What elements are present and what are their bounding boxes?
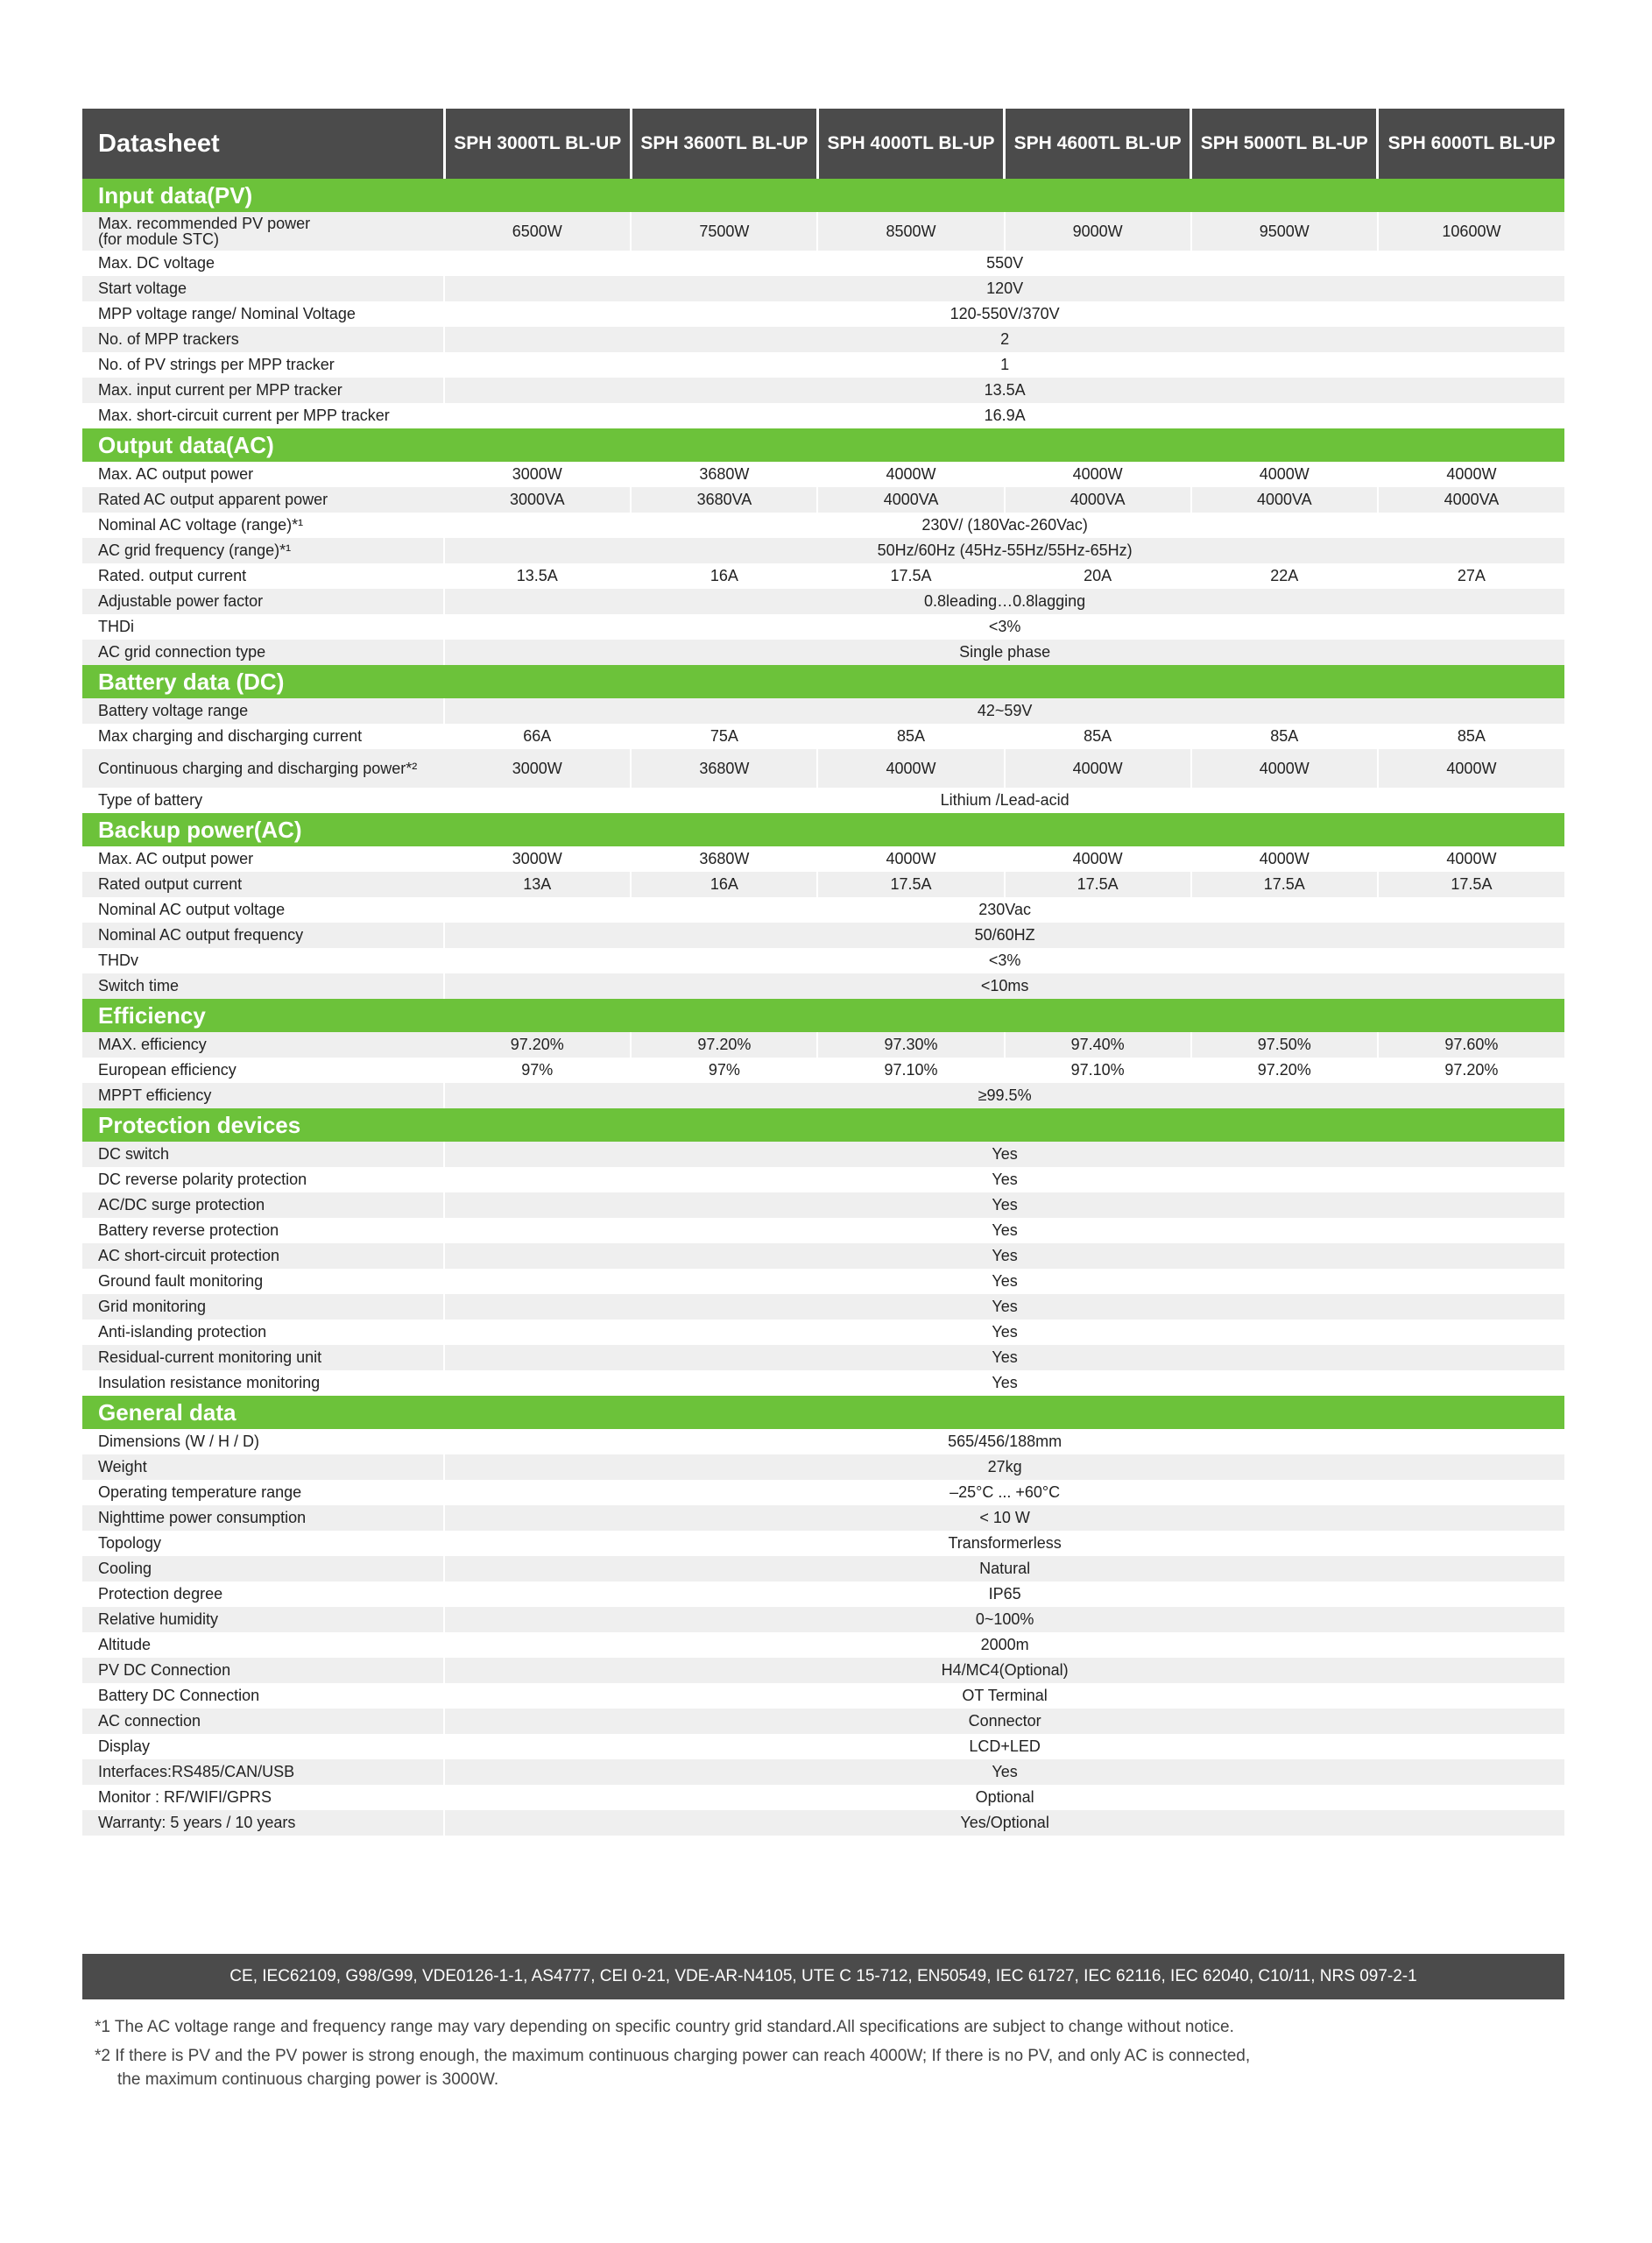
spec-value: 4000W <box>1191 749 1378 788</box>
spec-label: AC grid connection type <box>82 640 444 665</box>
spec-value-all-models: Yes <box>444 1192 1564 1218</box>
spec-value: 4000W <box>1378 749 1564 788</box>
footnotes <box>95 2015 1549 2097</box>
spec-value: 20A <box>1005 563 1191 589</box>
spec-value: 4000VA <box>817 487 1004 513</box>
spec-label: Nominal AC voltage (range)*¹ <box>82 513 444 538</box>
spec-value: 85A <box>1005 724 1191 749</box>
spec-value: 17.5A <box>1005 872 1191 897</box>
spec-label: Type of battery <box>82 788 444 813</box>
spec-value: 3000W <box>444 462 631 487</box>
spec-label: Max. recommended PV power (for module STC) <box>82 212 444 251</box>
spec-label: DC reverse polarity protection <box>82 1167 444 1192</box>
spec-label: Altitude <box>82 1632 444 1658</box>
section-title: Battery data (DC) <box>82 665 1564 698</box>
spec-value-all-models: Yes <box>444 1294 1564 1320</box>
spec-value: 17.5A <box>1378 872 1564 897</box>
spec-value: 4000W <box>817 846 1004 872</box>
section-title: Backup power(AC) <box>82 813 1564 846</box>
spec-value: 66A <box>444 724 631 749</box>
spec-row <box>82 1269 1564 1294</box>
spec-row <box>82 724 1564 749</box>
spec-row <box>82 378 1564 403</box>
spec-label: Grid monitoring <box>82 1294 444 1320</box>
spec-row <box>82 614 1564 640</box>
spec-value: 97.10% <box>817 1058 1004 1083</box>
spec-value-all-models: Yes <box>444 1218 1564 1243</box>
spec-label: Switch time <box>82 973 444 999</box>
spec-value: 97.20% <box>444 1032 631 1058</box>
model-header: SPH 3000TL BL-UP <box>444 109 631 179</box>
spec-value: 4000W <box>1378 462 1564 487</box>
spec-value-all-models: 120V <box>444 276 1564 301</box>
spec-value-all-models: <10ms <box>444 973 1564 999</box>
spec-label: Start voltage <box>82 276 444 301</box>
spec-row <box>82 589 1564 614</box>
spec-value: 85A <box>817 724 1004 749</box>
spec-value: 3000W <box>444 846 631 872</box>
spec-value-all-models: 2 <box>444 327 1564 352</box>
spec-value: 7500W <box>631 212 817 251</box>
spec-value-all-models: 50/60HZ <box>444 923 1564 948</box>
spec-value: 3680W <box>631 749 817 788</box>
spec-label: Warranty: 5 years / 10 years <box>82 1810 444 1836</box>
spec-value: 9500W <box>1191 212 1378 251</box>
spec-row <box>82 1192 1564 1218</box>
spec-value-all-models: 0.8leading…0.8lagging <box>444 589 1564 614</box>
spec-row <box>82 212 1564 251</box>
spec-value: 4000VA <box>1005 487 1191 513</box>
spec-row <box>82 1759 1564 1785</box>
spec-label: Battery reverse protection <box>82 1218 444 1243</box>
spec-value-all-models: <3% <box>444 948 1564 973</box>
spec-row <box>82 462 1564 487</box>
spec-value: 97.50% <box>1191 1032 1378 1058</box>
footnote-1: *1 The AC voltage range and frequency range may vary depending on specific country grid standard.All specifications are subject to change without notice. <box>95 2018 1234 2036</box>
spec-label: Rated. output current <box>82 563 444 589</box>
spec-value: 17.5A <box>1191 872 1378 897</box>
spec-label: Max. AC output power <box>82 462 444 487</box>
spec-label: Residual-current monitoring unit <box>82 1345 444 1370</box>
spec-row <box>82 1243 1564 1269</box>
spec-label: European efficiency <box>82 1058 444 1083</box>
section-header <box>82 665 1564 698</box>
section-title: General data <box>82 1396 1564 1429</box>
spec-row <box>82 1320 1564 1345</box>
spec-value: 4000W <box>817 462 1004 487</box>
spec-value: 97.60% <box>1378 1032 1564 1058</box>
datasheet-title: Datasheet <box>82 109 444 179</box>
spec-row <box>82 251 1564 276</box>
spec-value: 3000VA <box>444 487 631 513</box>
spec-label: Max. input current per MPP tracker <box>82 378 444 403</box>
spec-value-all-models: 1 <box>444 352 1564 378</box>
spec-label: PV DC Connection <box>82 1658 444 1683</box>
spec-row <box>82 1454 1564 1480</box>
spec-value: 4000VA <box>1191 487 1378 513</box>
spec-value-all-models: Yes <box>444 1370 1564 1396</box>
spec-row <box>82 1632 1564 1658</box>
spec-label: Ground fault monitoring <box>82 1269 444 1294</box>
spec-row <box>82 513 1564 538</box>
spec-value-all-models: H4/MC4(Optional) <box>444 1658 1564 1683</box>
spec-label: Battery DC Connection <box>82 1683 444 1709</box>
spec-value: 97% <box>444 1058 631 1083</box>
spec-value-all-models: 13.5A <box>444 378 1564 403</box>
spec-value: 3680W <box>631 462 817 487</box>
spec-label: Interfaces:RS485/CAN/USB <box>82 1759 444 1785</box>
footnote-2-line-1: *2 If there is PV and the PV power is strong enough, the maximum continuous charging power can reach 4000W; If there is no PV, and only AC is connected, <box>95 2047 1251 2065</box>
spec-value: 85A <box>1191 724 1378 749</box>
spec-row <box>82 872 1564 897</box>
spec-value-all-models: IP65 <box>444 1581 1564 1607</box>
spec-row <box>82 1294 1564 1320</box>
spec-value: 4000VA <box>1378 487 1564 513</box>
spec-row <box>82 973 1564 999</box>
spec-value-all-models: –25°C ... +60°C <box>444 1480 1564 1505</box>
spec-row <box>82 1345 1564 1370</box>
spec-row <box>82 1167 1564 1192</box>
footnote-2 <box>95 2044 1549 2091</box>
spec-value-all-models: Optional <box>444 1785 1564 1810</box>
spec-value: 97.20% <box>1378 1058 1564 1083</box>
spec-value-all-models: Yes/Optional <box>444 1810 1564 1836</box>
spec-label: THDv <box>82 948 444 973</box>
spec-value: 97.20% <box>1191 1058 1378 1083</box>
section-header <box>82 1108 1564 1142</box>
section-title: Input data(PV) <box>82 179 1564 212</box>
spec-value: 9000W <box>1005 212 1191 251</box>
spec-value-all-models: Connector <box>444 1709 1564 1734</box>
spec-value-all-models: Natural <box>444 1556 1564 1581</box>
spec-value: 97% <box>631 1058 817 1083</box>
spec-value: 3680VA <box>631 487 817 513</box>
spec-row <box>82 698 1564 724</box>
model-header: SPH 5000TL BL-UP <box>1191 109 1378 179</box>
spec-value: 4000W <box>1191 846 1378 872</box>
spec-row <box>82 1658 1564 1683</box>
spec-label: Topology <box>82 1531 444 1556</box>
spec-label: Dimensions (W / H / D) <box>82 1429 444 1454</box>
spec-label: Operating temperature range <box>82 1480 444 1505</box>
section-title: Protection devices <box>82 1108 1564 1142</box>
section-header <box>82 999 1564 1032</box>
spec-value-all-models: OT Terminal <box>444 1683 1564 1709</box>
spec-value-all-models: <3% <box>444 614 1564 640</box>
spec-value: 6500W <box>444 212 631 251</box>
spec-row <box>82 1607 1564 1632</box>
spec-value: 4000W <box>1005 749 1191 788</box>
spec-row <box>82 948 1564 973</box>
spec-label: Insulation resistance monitoring <box>82 1370 444 1396</box>
spec-row <box>82 276 1564 301</box>
spec-row <box>82 1058 1564 1083</box>
spec-label: Battery voltage range <box>82 698 444 724</box>
spec-row <box>82 1032 1564 1058</box>
header-row <box>82 109 1564 179</box>
spec-row <box>82 1370 1564 1396</box>
spec-value-all-models: Lithium /Lead-acid <box>444 788 1564 813</box>
spec-value-all-models: Yes <box>444 1759 1564 1785</box>
spec-value-all-models: Yes <box>444 1142 1564 1167</box>
spec-label: Nighttime power consumption <box>82 1505 444 1531</box>
spec-value-all-models: 27kg <box>444 1454 1564 1480</box>
spec-value: 13.5A <box>444 563 631 589</box>
spec-row <box>82 788 1564 813</box>
spec-value-all-models: 550V <box>444 251 1564 276</box>
spec-row <box>82 1083 1564 1108</box>
spec-value-all-models: 120-550V/370V <box>444 301 1564 327</box>
spec-label: Rated AC output apparent power <box>82 487 444 513</box>
spec-value: 3000W <box>444 749 631 788</box>
spec-label: Adjustable power factor <box>82 589 444 614</box>
section-header <box>82 1396 1564 1429</box>
spec-value-all-models: 230Vac <box>444 897 1564 923</box>
spec-label: DC switch <box>82 1142 444 1167</box>
spec-value-all-models: Yes <box>444 1345 1564 1370</box>
spec-value-all-models: 50Hz/60Hz (45Hz-55Hz/55Hz-65Hz) <box>444 538 1564 563</box>
spec-label: MPP voltage range/ Nominal Voltage <box>82 301 444 327</box>
spec-label: Monitor : RF/WIFI/GPRS <box>82 1785 444 1810</box>
spec-row <box>82 1218 1564 1243</box>
spec-value: 10600W <box>1378 212 1564 251</box>
spec-value: 97.20% <box>631 1032 817 1058</box>
spec-value: 75A <box>631 724 817 749</box>
spec-label: AC connection <box>82 1709 444 1734</box>
spec-row <box>82 487 1564 513</box>
model-header: SPH 4000TL BL-UP <box>817 109 1004 179</box>
spec-row <box>82 749 1564 788</box>
spec-value: 97.10% <box>1005 1058 1191 1083</box>
spec-value-all-models: Yes <box>444 1243 1564 1269</box>
spec-row <box>82 538 1564 563</box>
spec-label: MPPT efficiency <box>82 1083 444 1108</box>
section-header <box>82 428 1564 462</box>
spec-label: Max. short-circuit current per MPP tracker <box>82 403 444 428</box>
spec-row <box>82 1142 1564 1167</box>
spec-label: MAX. efficiency <box>82 1032 444 1058</box>
spec-value-all-models: Yes <box>444 1320 1564 1345</box>
spec-row <box>82 352 1564 378</box>
spec-value-all-models: ≥99.5% <box>444 1083 1564 1108</box>
spec-value: 13A <box>444 872 631 897</box>
spec-value: 97.40% <box>1005 1032 1191 1058</box>
spec-value-all-models: 565/456/188mm <box>444 1429 1564 1454</box>
spec-row <box>82 1683 1564 1709</box>
spec-row <box>82 1556 1564 1581</box>
spec-row <box>82 563 1564 589</box>
spec-label: Protection degree <box>82 1581 444 1607</box>
spec-value-all-models: 230V/ (180Vac-260Vac) <box>444 513 1564 538</box>
section-title: Output data(AC) <box>82 428 1564 462</box>
model-header: SPH 6000TL BL-UP <box>1378 109 1564 179</box>
spec-body <box>82 179 1564 1836</box>
spec-row <box>82 1505 1564 1531</box>
model-header: SPH 4600TL BL-UP <box>1005 109 1191 179</box>
spec-label: No. of MPP trackers <box>82 327 444 352</box>
spec-label: Max. AC output power <box>82 846 444 872</box>
spec-value: 27A <box>1378 563 1564 589</box>
model-header: SPH 3600TL BL-UP <box>631 109 817 179</box>
spec-row <box>82 1709 1564 1734</box>
spec-value: 16A <box>631 872 817 897</box>
spec-row <box>82 1480 1564 1505</box>
spec-value: 4000W <box>817 749 1004 788</box>
spec-label: Display <box>82 1734 444 1759</box>
spec-label: Max. DC voltage <box>82 251 444 276</box>
spec-row <box>82 1581 1564 1607</box>
spec-row <box>82 1734 1564 1759</box>
spec-label: Anti-islanding protection <box>82 1320 444 1345</box>
spec-value-all-models: 0~100% <box>444 1607 1564 1632</box>
section-header <box>82 813 1564 846</box>
spec-label: AC grid frequency (range)*¹ <box>82 538 444 563</box>
spec-row <box>82 1531 1564 1556</box>
spec-row <box>82 301 1564 327</box>
spec-row <box>82 1429 1564 1454</box>
section-title: Efficiency <box>82 999 1564 1032</box>
spec-value: 16A <box>631 563 817 589</box>
spec-label: Nominal AC output voltage <box>82 897 444 923</box>
spec-label: Nominal AC output frequency <box>82 923 444 948</box>
spec-value: 17.5A <box>817 563 1004 589</box>
spec-label: Continuous charging and discharging power*² <box>82 749 444 788</box>
spec-value-all-models: Yes <box>444 1269 1564 1294</box>
spec-label: Relative humidity <box>82 1607 444 1632</box>
spec-row <box>82 897 1564 923</box>
spec-value: 17.5A <box>817 872 1004 897</box>
footnote-2-line-2: the maximum continuous charging power is 3000W. <box>117 2070 499 2089</box>
datasheet-table <box>82 109 1564 1836</box>
spec-row <box>82 923 1564 948</box>
spec-value-all-models: LCD+LED <box>444 1734 1564 1759</box>
spec-value: 4000W <box>1378 846 1564 872</box>
spec-value-all-models: Yes <box>444 1167 1564 1192</box>
spec-value-all-models: Transformerless <box>444 1531 1564 1556</box>
spec-value: 22A <box>1191 563 1378 589</box>
spec-row <box>82 640 1564 665</box>
spec-label: Cooling <box>82 1556 444 1581</box>
spec-row <box>82 1785 1564 1810</box>
spec-value-all-models: Single phase <box>444 640 1564 665</box>
spec-label: Weight <box>82 1454 444 1480</box>
spec-value: 8500W <box>817 212 1004 251</box>
spec-value: 4000W <box>1005 846 1191 872</box>
spec-label: THDi <box>82 614 444 640</box>
spec-row <box>82 403 1564 428</box>
spec-label: Max charging and discharging current <box>82 724 444 749</box>
spec-value-all-models: < 10 W <box>444 1505 1564 1531</box>
spec-row <box>82 327 1564 352</box>
spec-value-all-models: 42~59V <box>444 698 1564 724</box>
spec-value: 97.30% <box>817 1032 1004 1058</box>
spec-row <box>82 1810 1564 1836</box>
certifications-bar: CE, IEC62109, G98/G99, VDE0126-1-1, AS4777, CEI 0-21, VDE-AR-N4105, UTE C 15-712, EN50549, IEC 61727, IEC 62116, IEC 62040, C10/11, NRS 097-2-1 <box>82 1954 1564 1999</box>
spec-label: AC short-circuit protection <box>82 1243 444 1269</box>
spec-label: No. of PV strings per MPP tracker <box>82 352 444 378</box>
spec-label: Rated output current <box>82 872 444 897</box>
datasheet <box>82 109 1564 1836</box>
spec-value: 85A <box>1378 724 1564 749</box>
spec-value: 4000W <box>1005 462 1191 487</box>
spec-value-all-models: 2000m <box>444 1632 1564 1658</box>
spec-value-all-models: 16.9A <box>444 403 1564 428</box>
section-header <box>82 179 1564 212</box>
spec-value: 3680W <box>631 846 817 872</box>
spec-row <box>82 846 1564 872</box>
spec-label: AC/DC surge protection <box>82 1192 444 1218</box>
spec-value: 4000W <box>1191 462 1378 487</box>
